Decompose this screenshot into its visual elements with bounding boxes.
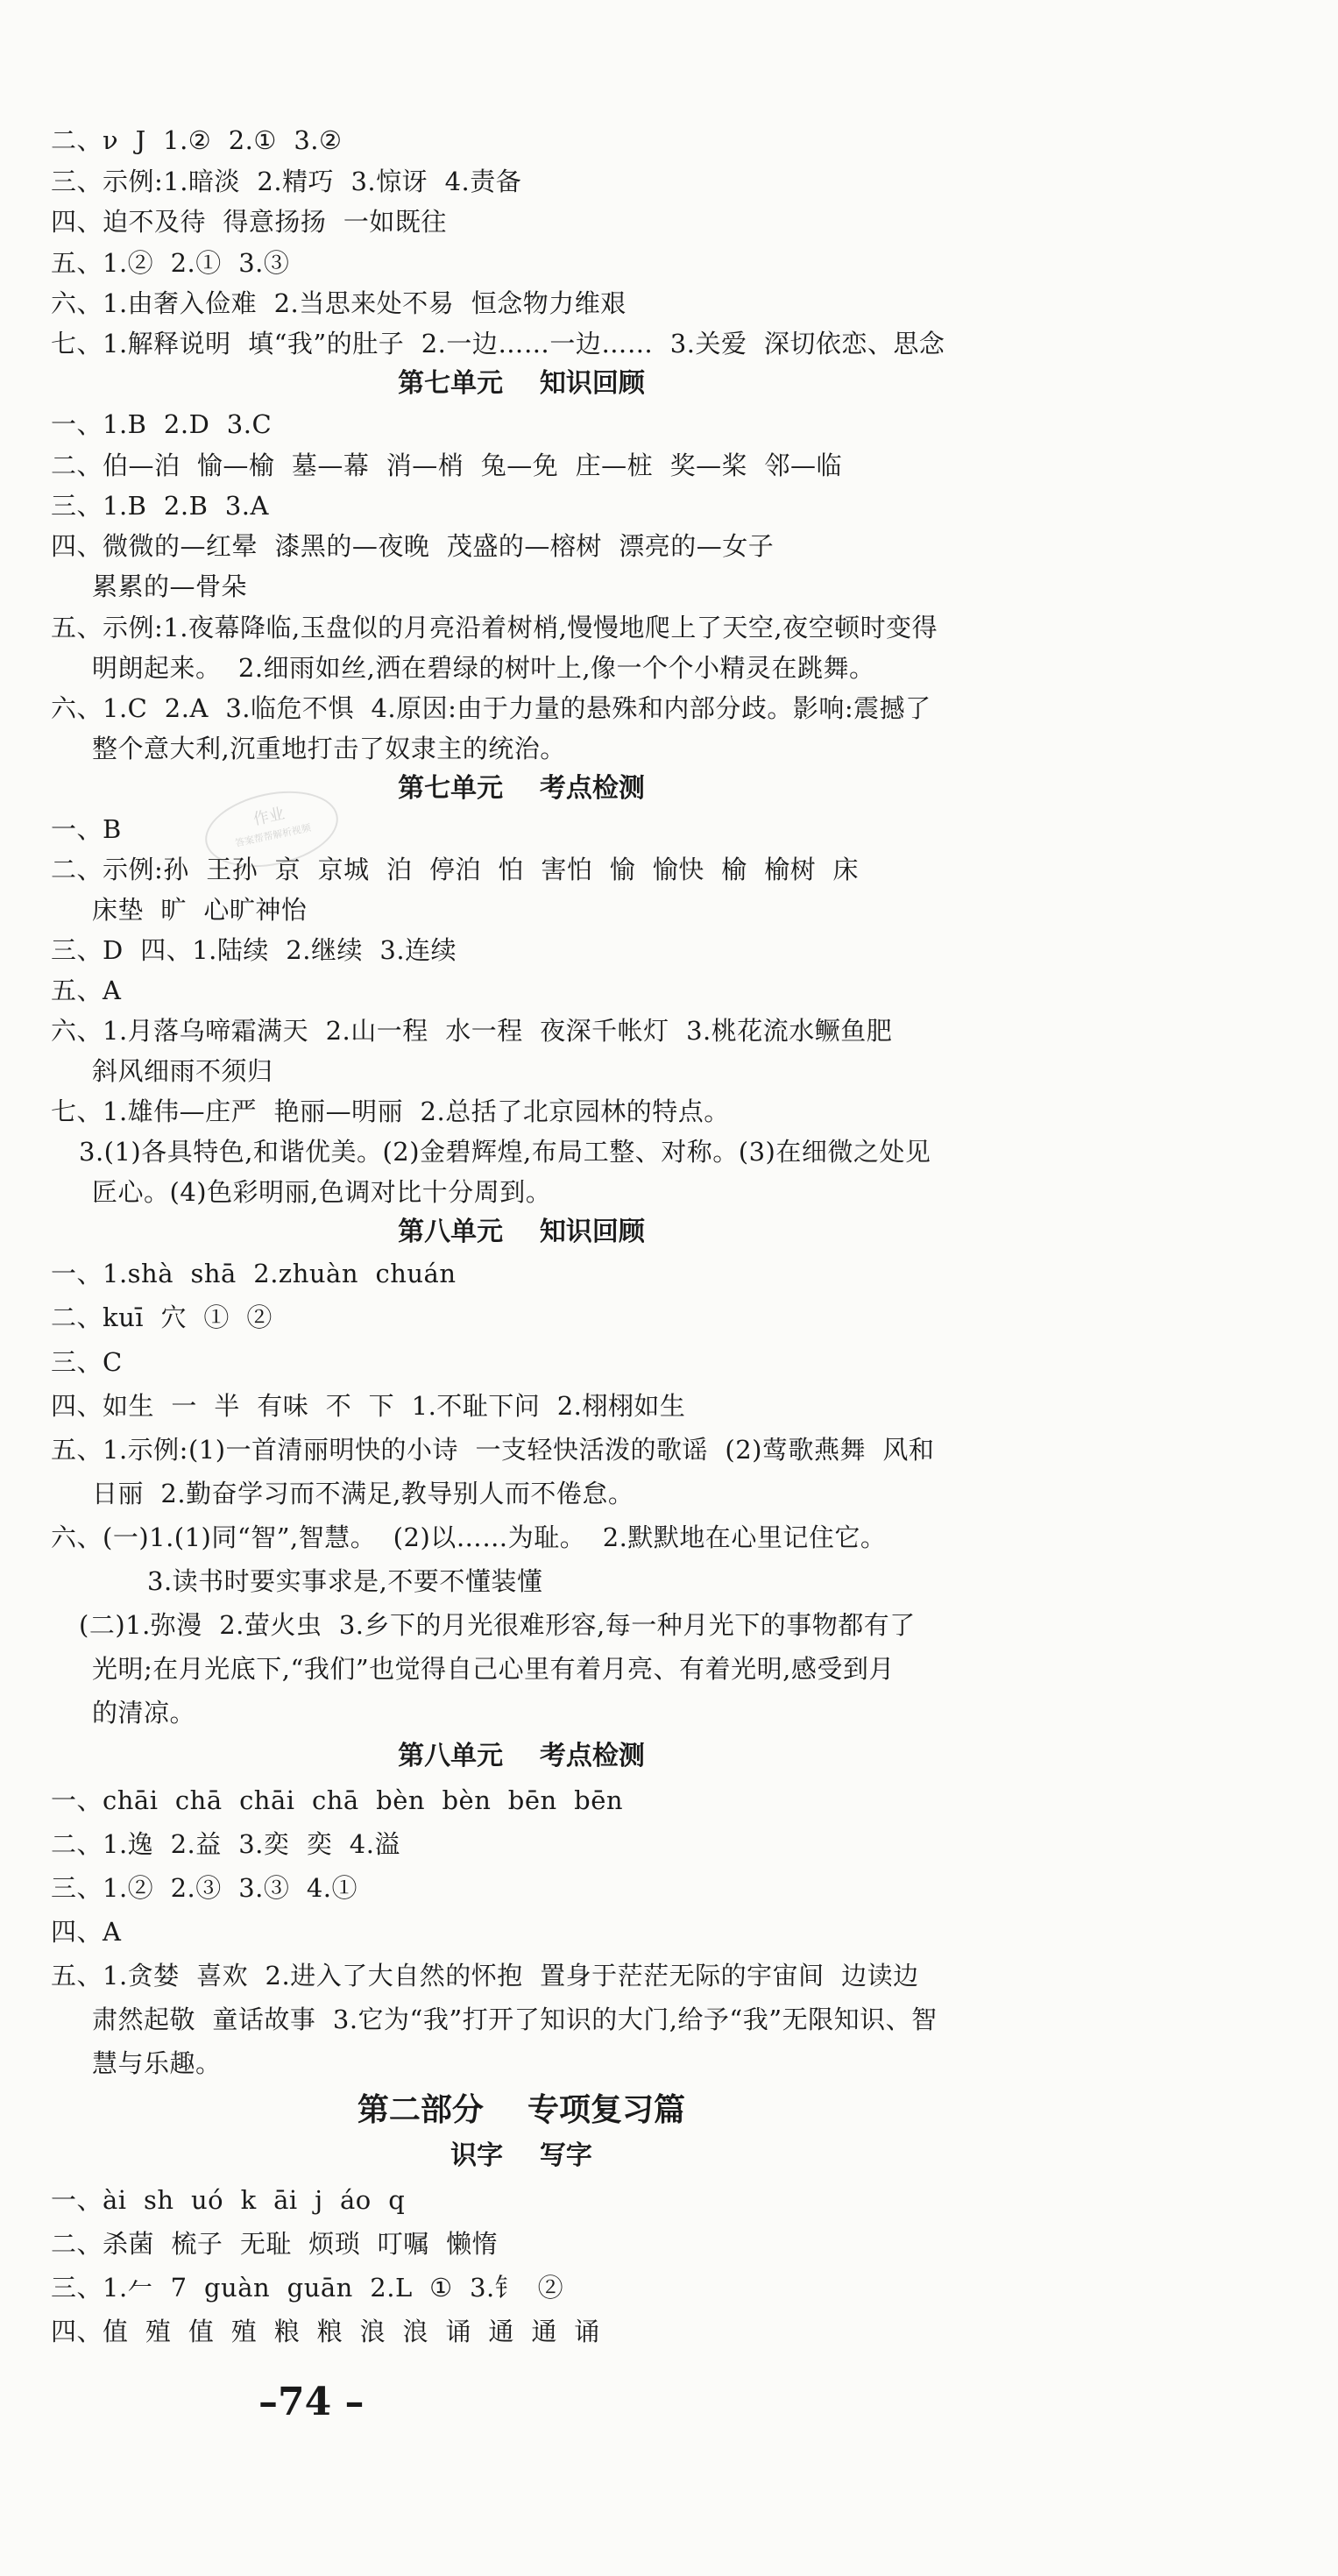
answer-line: 一、1.B 2.D 3.C xyxy=(51,409,273,439)
answer-line: 二、示例:孙 王孙 京 京城 泊 停泊 怕 害怕 愉 愉快 榆 榆树 床 xyxy=(51,855,860,884)
stamp-title: 作业 xyxy=(251,804,287,829)
answer-line: 累累的—骨朵 xyxy=(92,571,248,601)
answer-line: 三、D 四、1.陆续 2.继续 3.连续 xyxy=(51,935,457,965)
part-heading: 第二部分 专项复习篇 xyxy=(357,2092,686,2128)
answer-line: 四、微微的—红晕 漆黑的—夜晚 茂盛的—榕树 漂亮的—女子 xyxy=(51,531,775,561)
answer-line: 三、1.② 2.③ 3.③ 4.① xyxy=(51,1873,358,1903)
answer-line: 一、chāi chā chāi chā bèn bèn bēn bēn xyxy=(51,1785,624,1815)
answer-line: 的清凉。 xyxy=(92,1698,196,1728)
answer-line: 七、1.雄伟—庄严 艳丽—明丽 2.总括了北京园林的特点。 xyxy=(51,1096,730,1126)
answer-line: 六、1.月落乌啼霜满天 2.山一程 水一程 夜深千帐灯 3.桃花流水鳜鱼肥 xyxy=(51,1016,893,1046)
answer-line: 光明;在月光底下,“我们”也觉得自己心里有着月亮、有着光明,感受到月 xyxy=(92,1654,895,1684)
answer-line: 日丽 2.勤奋学习而不满足,教导别人而不倦怠。 xyxy=(92,1479,634,1508)
answer-line: 六、1.由奢入俭难 2.当思来处不易 恒念物力维艰 xyxy=(51,288,627,318)
answer-line: 3.读书时要实事求是,不要不懂装懂 xyxy=(147,1566,543,1596)
answer-line: 二、1.逸 2.益 3.奕 奕 4.溢 xyxy=(51,1829,400,1859)
section-heading: 识字 写字 xyxy=(450,2140,592,2171)
page-number: –74 – xyxy=(258,2380,365,2424)
section-heading: 第八单元 考点检测 xyxy=(398,1741,645,1771)
answer-line: 二、ν J 1.② 2.① 3.② xyxy=(51,125,343,155)
answer-line: 二、伯—泊 愉—榆 墓—幕 消—梢 兔—免 庄—桩 奖—桨 邻—临 xyxy=(51,451,843,480)
answer-line: 四、如生 一 半 有味 不 下 1.不耻下问 2.栩栩如生 xyxy=(51,1391,686,1421)
answer-line: 三、1.𠂉 7 guàn guān 2.L ① 3.钅 ② xyxy=(51,2273,564,2303)
answer-line: 一、1.shà shā 2.zhuàn chuán xyxy=(51,1259,457,1288)
answer-line: 二、杀菌 梳子 无耻 烦琐 叮嘱 懒惰 xyxy=(51,2229,499,2259)
section-heading: 第七单元 考点检测 xyxy=(398,773,645,804)
answer-line: 匠心。(4)色彩明丽,色调对比十分周到。 xyxy=(92,1177,552,1207)
answer-line: 六、(一)1.(1)同“智”,智慧。 (2)以……为耻。 2.默默地在心里记住它。 xyxy=(51,1522,887,1552)
answer-line: 四、迫不及待 得意扬扬 一如既往 xyxy=(51,207,447,237)
answer-line: 二、kuī 穴 ① ② xyxy=(51,1302,273,1332)
stamp-subtitle: 答案帮帮解析视频 xyxy=(234,821,312,849)
answer-line: 三、C xyxy=(51,1347,123,1377)
answer-line: 四、A xyxy=(51,1917,122,1947)
answer-line: 床垫 旷 心旷神怡 xyxy=(92,895,308,925)
answer-line: 三、1.B 2.B 3.A xyxy=(51,491,269,521)
answer-line: 3.(1)各具特色,和谐优美。(2)金碧辉煌,布局工整、对称。(3)在细微之处见 xyxy=(79,1137,931,1167)
answer-line: 五、A xyxy=(51,976,122,1005)
answer-line: 四、值 殖 值 殖 粮 粮 浪 浪 诵 通 通 诵 xyxy=(51,2317,600,2346)
answer-line: 肃然起敬 童话故事 3.它为“我”打开了知识的大门,给予“我”无限知识、智 xyxy=(92,2005,938,2034)
answer-line: 五、示例:1.夜幕降临,玉盘似的月亮沿着树梢,慢慢地爬上了天空,夜空顿时变得 xyxy=(51,613,938,642)
answer-line: 明朗起来。 2.细雨如丝,洒在碧绿的树叶上,像一个个小精灵在跳舞。 xyxy=(92,653,875,683)
answer-line: 斜风细雨不须归 xyxy=(92,1056,273,1086)
answer-line: 慧与乐趣。 xyxy=(92,2048,222,2078)
answer-line: (二)1.弥漫 2.萤火虫 3.乡下的月光很难形容,每一种月光下的事物都有了 xyxy=(79,1610,916,1640)
answer-line: 一、B xyxy=(51,814,122,844)
section-heading: 第八单元 知识回顾 xyxy=(398,1217,645,1247)
answer-line: 一、ài sh uó k āi j áo q xyxy=(51,2185,406,2215)
answer-line: 五、1.贪婪 喜欢 2.进入了大自然的怀抱 置身于茫茫无际的宇宙间 边读边 xyxy=(51,1961,919,1991)
answer-line: 七、1.解释说明 填“我”的肚子 2.一边……一边…… 3.关爱 深切依恋、思念 xyxy=(51,329,945,358)
answer-line: 五、1.② 2.① 3.③ xyxy=(51,248,290,278)
answer-line: 五、1.示例:(1)一首清丽明快的小诗 一支轻快活泼的歌谣 (2)莺歌燕舞 风和 xyxy=(51,1435,935,1465)
section-heading: 第七单元 知识回顾 xyxy=(398,368,645,399)
answer-line: 三、示例:1.暗淡 2.精巧 3.惊讶 4.责备 xyxy=(51,167,522,196)
answer-line: 整个意大利,沉重地打击了奴隶主的统治。 xyxy=(92,734,566,763)
answer-line: 六、1.C 2.A 3.临危不惧 4.原因:由于力量的悬殊和内部分歧。影响:震撼了 xyxy=(51,693,931,723)
